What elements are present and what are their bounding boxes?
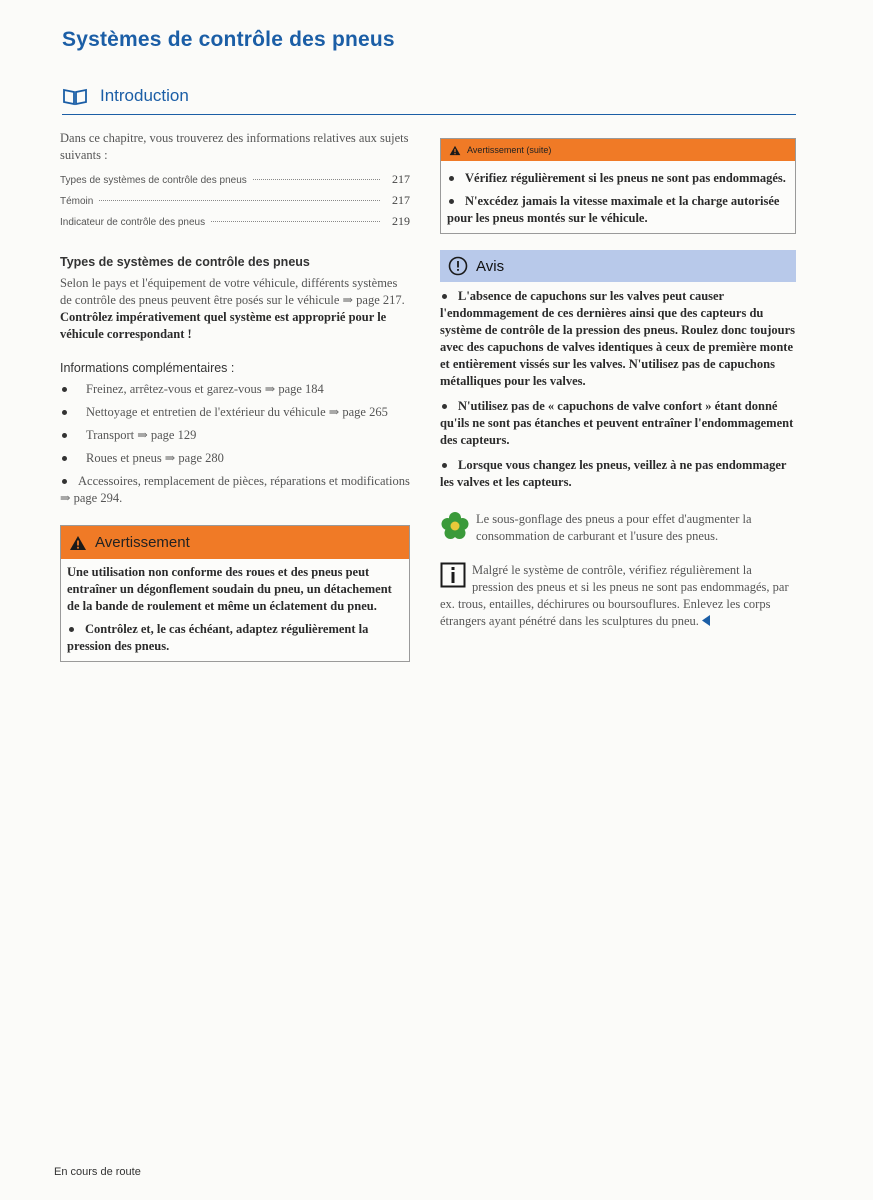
warning-header <box>61 526 409 559</box>
page-title: Systèmes de contrôle des pneus <box>62 28 395 51</box>
toc-page: 219 <box>392 214 410 228</box>
info-item[interactable]: Nettoyage et entretien de l'extérieur du véhicule ⇒ page 265 <box>60 404 410 421</box>
info-note <box>440 562 796 631</box>
avis-header <box>440 250 796 282</box>
warning-title: Avertissement <box>95 534 190 551</box>
section-title: Introduction <box>100 86 189 105</box>
end-of-section-arrow-icon <box>702 614 711 631</box>
info-list <box>60 381 410 507</box>
page-footer: En cours de route <box>54 1166 141 1178</box>
warning-continued-item: Vérifiez régulièrement si les pneus ne sont pas endommagés. <box>447 170 789 187</box>
right-column <box>440 138 796 631</box>
info-heading: Informations complémentaires : <box>60 361 235 375</box>
notice-icon <box>448 256 468 276</box>
info-item[interactable]: Transport ⇒ page 129 <box>60 427 410 444</box>
warning-text: Une utilisation non conforme des roues et des pneus peut entraîner un dégonflement soudain du pneu, un détachement de la bande de roulement et même un éclatement du pneu. <box>67 565 392 613</box>
warning-continued-item: N'excédez jamais la vitesse maximale et la charge autorisée pour les pneus montés sur le véhicule. <box>447 193 789 227</box>
toc-page: 217 <box>392 193 410 207</box>
toc-item[interactable] <box>60 214 410 235</box>
environment-flower-icon <box>440 511 470 546</box>
environment-note <box>440 511 796 546</box>
environment-text: Le sous-gonflage des pneus a pour effet d'augmenter la consommation de carburant et l'usure des pneus. <box>476 512 752 543</box>
warning-continued-title: Avertissement (suite) <box>467 145 552 155</box>
book-icon <box>62 88 88 111</box>
avis-item: Lorsque vous changez les pneus, veillez à ne pas endommager les valves et les capteurs. <box>440 457 796 491</box>
section-header <box>62 84 796 115</box>
warning-bullet: Contrôlez et, le cas échéant, adaptez régulièrement la pression des pneus. <box>67 621 403 655</box>
left-column <box>60 130 410 662</box>
avis-item: L'absence de capuchons sur les valves peut causer l'endommagement de ces dernières ainsi que des capteurs du système de contrôle de la pression des pneus. Roulez donc toujours avec des capuchons de valves identiques à ceux de première monte et entièrement vissés sur les valves. N'utilisez pas de capuchons métalliques pour les valves. <box>440 289 795 388</box>
warning-box <box>60 525 410 662</box>
types-bold-text: Contrôlez impérativement quel système est approprié pour le véhicule correspondant ! <box>60 310 387 341</box>
info-i-icon <box>440 562 466 593</box>
avis-item: N'utilisez pas de « capuchons de valve confort » étant donné qu'ils ne sont pas étanches et peuvent entraîner l'endommagement des capteurs. <box>440 398 796 449</box>
avis-title: Avis <box>476 257 505 275</box>
toc-label: Types de systèmes de contrôle des pneus <box>60 175 247 186</box>
toc-item[interactable] <box>60 172 410 193</box>
warning-continued-header <box>441 139 795 161</box>
toc-label: Indicateur de contrôle des pneus <box>60 217 206 228</box>
types-paragraph <box>60 275 410 343</box>
toc-label: Témoin <box>60 196 94 207</box>
info-item[interactable]: Roues et pneus ⇒ page 280 <box>60 450 410 467</box>
toc-list <box>60 172 410 235</box>
warning-continued-box <box>440 138 796 234</box>
toc-page: 217 <box>392 172 410 186</box>
warning-triangle-icon <box>449 145 461 156</box>
types-text: Selon le pays et l'équipement de votre véhicule, différents systèmes de contrôle des pneus peuvent être posés sur le véhicule ⇒ page 217. <box>60 276 405 307</box>
info-note-text: Malgré le système de contrôle, vérifiez régulièrement la pression des pneus et si les pneus ne sont pas endommagés, par ex. trous, entailles, déchirures ou boursouflures. Enlevez les corps étrangers ayant pénétré dans les sculptures du pneu. <box>440 562 796 631</box>
info-item[interactable]: Accessoires, remplacement de pièces, réparations et modifications ⇒ page 294. <box>60 474 410 505</box>
info-item[interactable]: Freinez, arrêtez-vous et garez-vous ⇒ page 184 <box>60 381 410 398</box>
toc-item[interactable] <box>60 193 410 214</box>
warning-triangle-icon <box>69 535 87 551</box>
types-heading: Types de systèmes de contrôle des pneus <box>60 255 310 269</box>
avis-list <box>440 288 796 491</box>
intro-text: Dans ce chapitre, vous trouverez des informations relatives aux sujets suivants : <box>60 131 409 162</box>
